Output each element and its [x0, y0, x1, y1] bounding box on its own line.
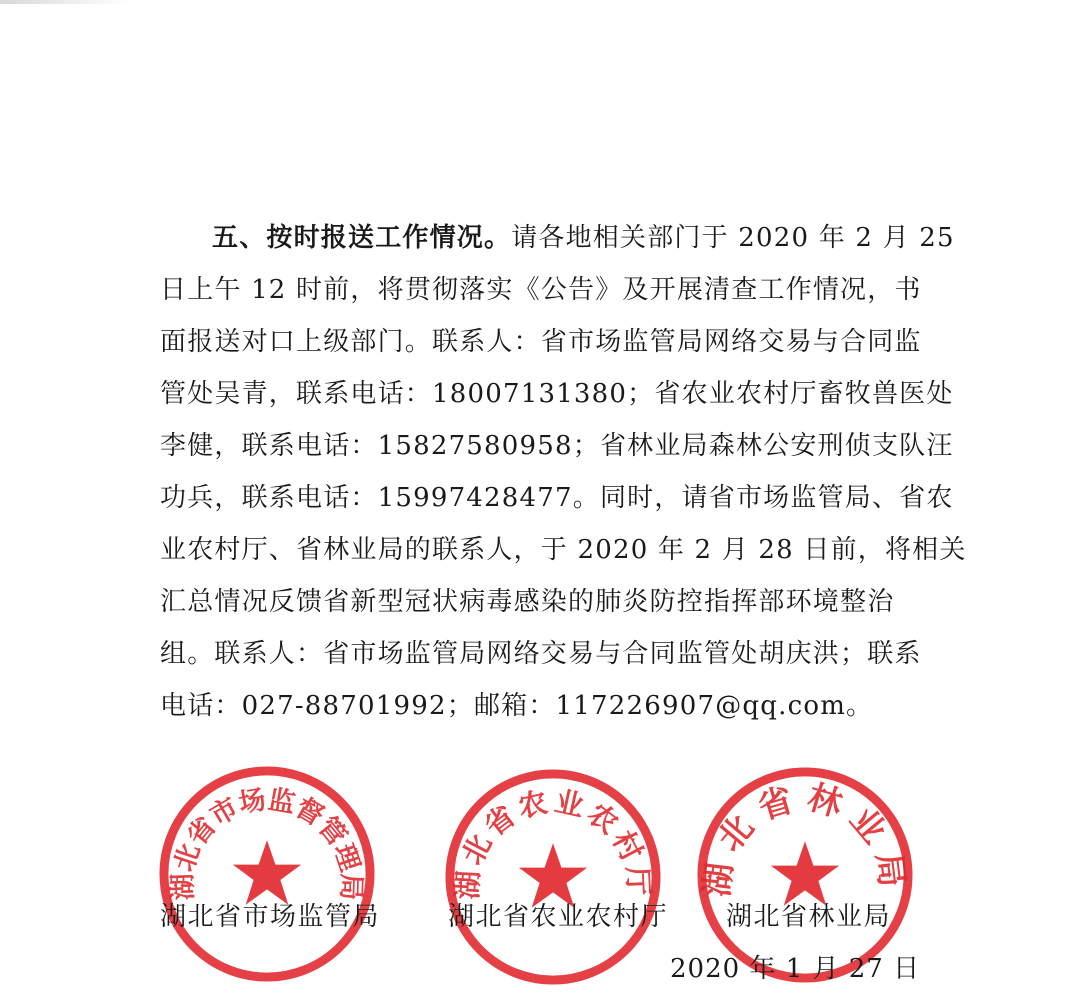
paragraph-line: 汇总情况反馈省新型冠状病毒感染的肺炎防控指挥部环境整治 — [160, 587, 895, 617]
paragraph-line-1-text: 请各地相关部门于 2020 年 2 月 25 — [511, 223, 955, 253]
seal-market-regulation — [158, 765, 376, 983]
svg-text:湖北省农业农村厅: 湖北省农业农村厅 — [450, 783, 656, 901]
svg-text:湖北省市场监督管理局: 湖北省市场监督管理局 — [167, 784, 367, 901]
paragraph-line-1 — [160, 212, 960, 264]
paragraph-line: 电话：027-88701992；邮箱：117226907@qq.com。 — [160, 691, 874, 721]
paragraph-line: 业农村厅、省林业局的联系人，于 2020 年 2 月 28 日前，将相关 — [160, 535, 967, 565]
paragraph-line: 日上午 12 时前，将贯彻落实《公告》及开展清查工作情况，书 — [160, 275, 922, 305]
paragraph-line: 面报送对口上级部门。联系人：省市场监管局网络交易与合同监 — [160, 327, 922, 357]
seal-stamp-icon — [158, 765, 376, 983]
paragraph-line: 组。联系人：省市场监管局网络交易与合同监管处胡庆洪；联系 — [160, 639, 922, 669]
signer-agriculture-rural: 湖北省农业农村厅 — [448, 902, 669, 932]
paragraph-line: 李健，联系电话：15827580958；省林业局森林公安刑侦支队汪 — [160, 431, 954, 461]
signer-market-regulation: 湖北省市场监管局 — [160, 902, 381, 932]
paragraph-line: 管处吴青，联系电话：18007131380；省农业农村厅畜牧兽医处 — [160, 379, 954, 409]
issue-date: 2020 年 1 月 27 日 — [670, 954, 921, 984]
section-five-paragraph — [160, 212, 967, 732]
section-heading: 五、按时报送工作情况。 — [212, 223, 512, 253]
paragraph-line: 功兵，联系电话：15997428477。同时，请省市场监管局、省农 — [160, 483, 954, 513]
seal-agriculture-rural — [444, 768, 662, 986]
seal-stamp-icon — [444, 768, 662, 986]
svg-text:湖北省林业局: 湖北省林业局 — [696, 777, 914, 899]
signer-forestry: 湖北省林业局 — [726, 902, 892, 932]
scan-edge-mark — [0, 0, 130, 4]
